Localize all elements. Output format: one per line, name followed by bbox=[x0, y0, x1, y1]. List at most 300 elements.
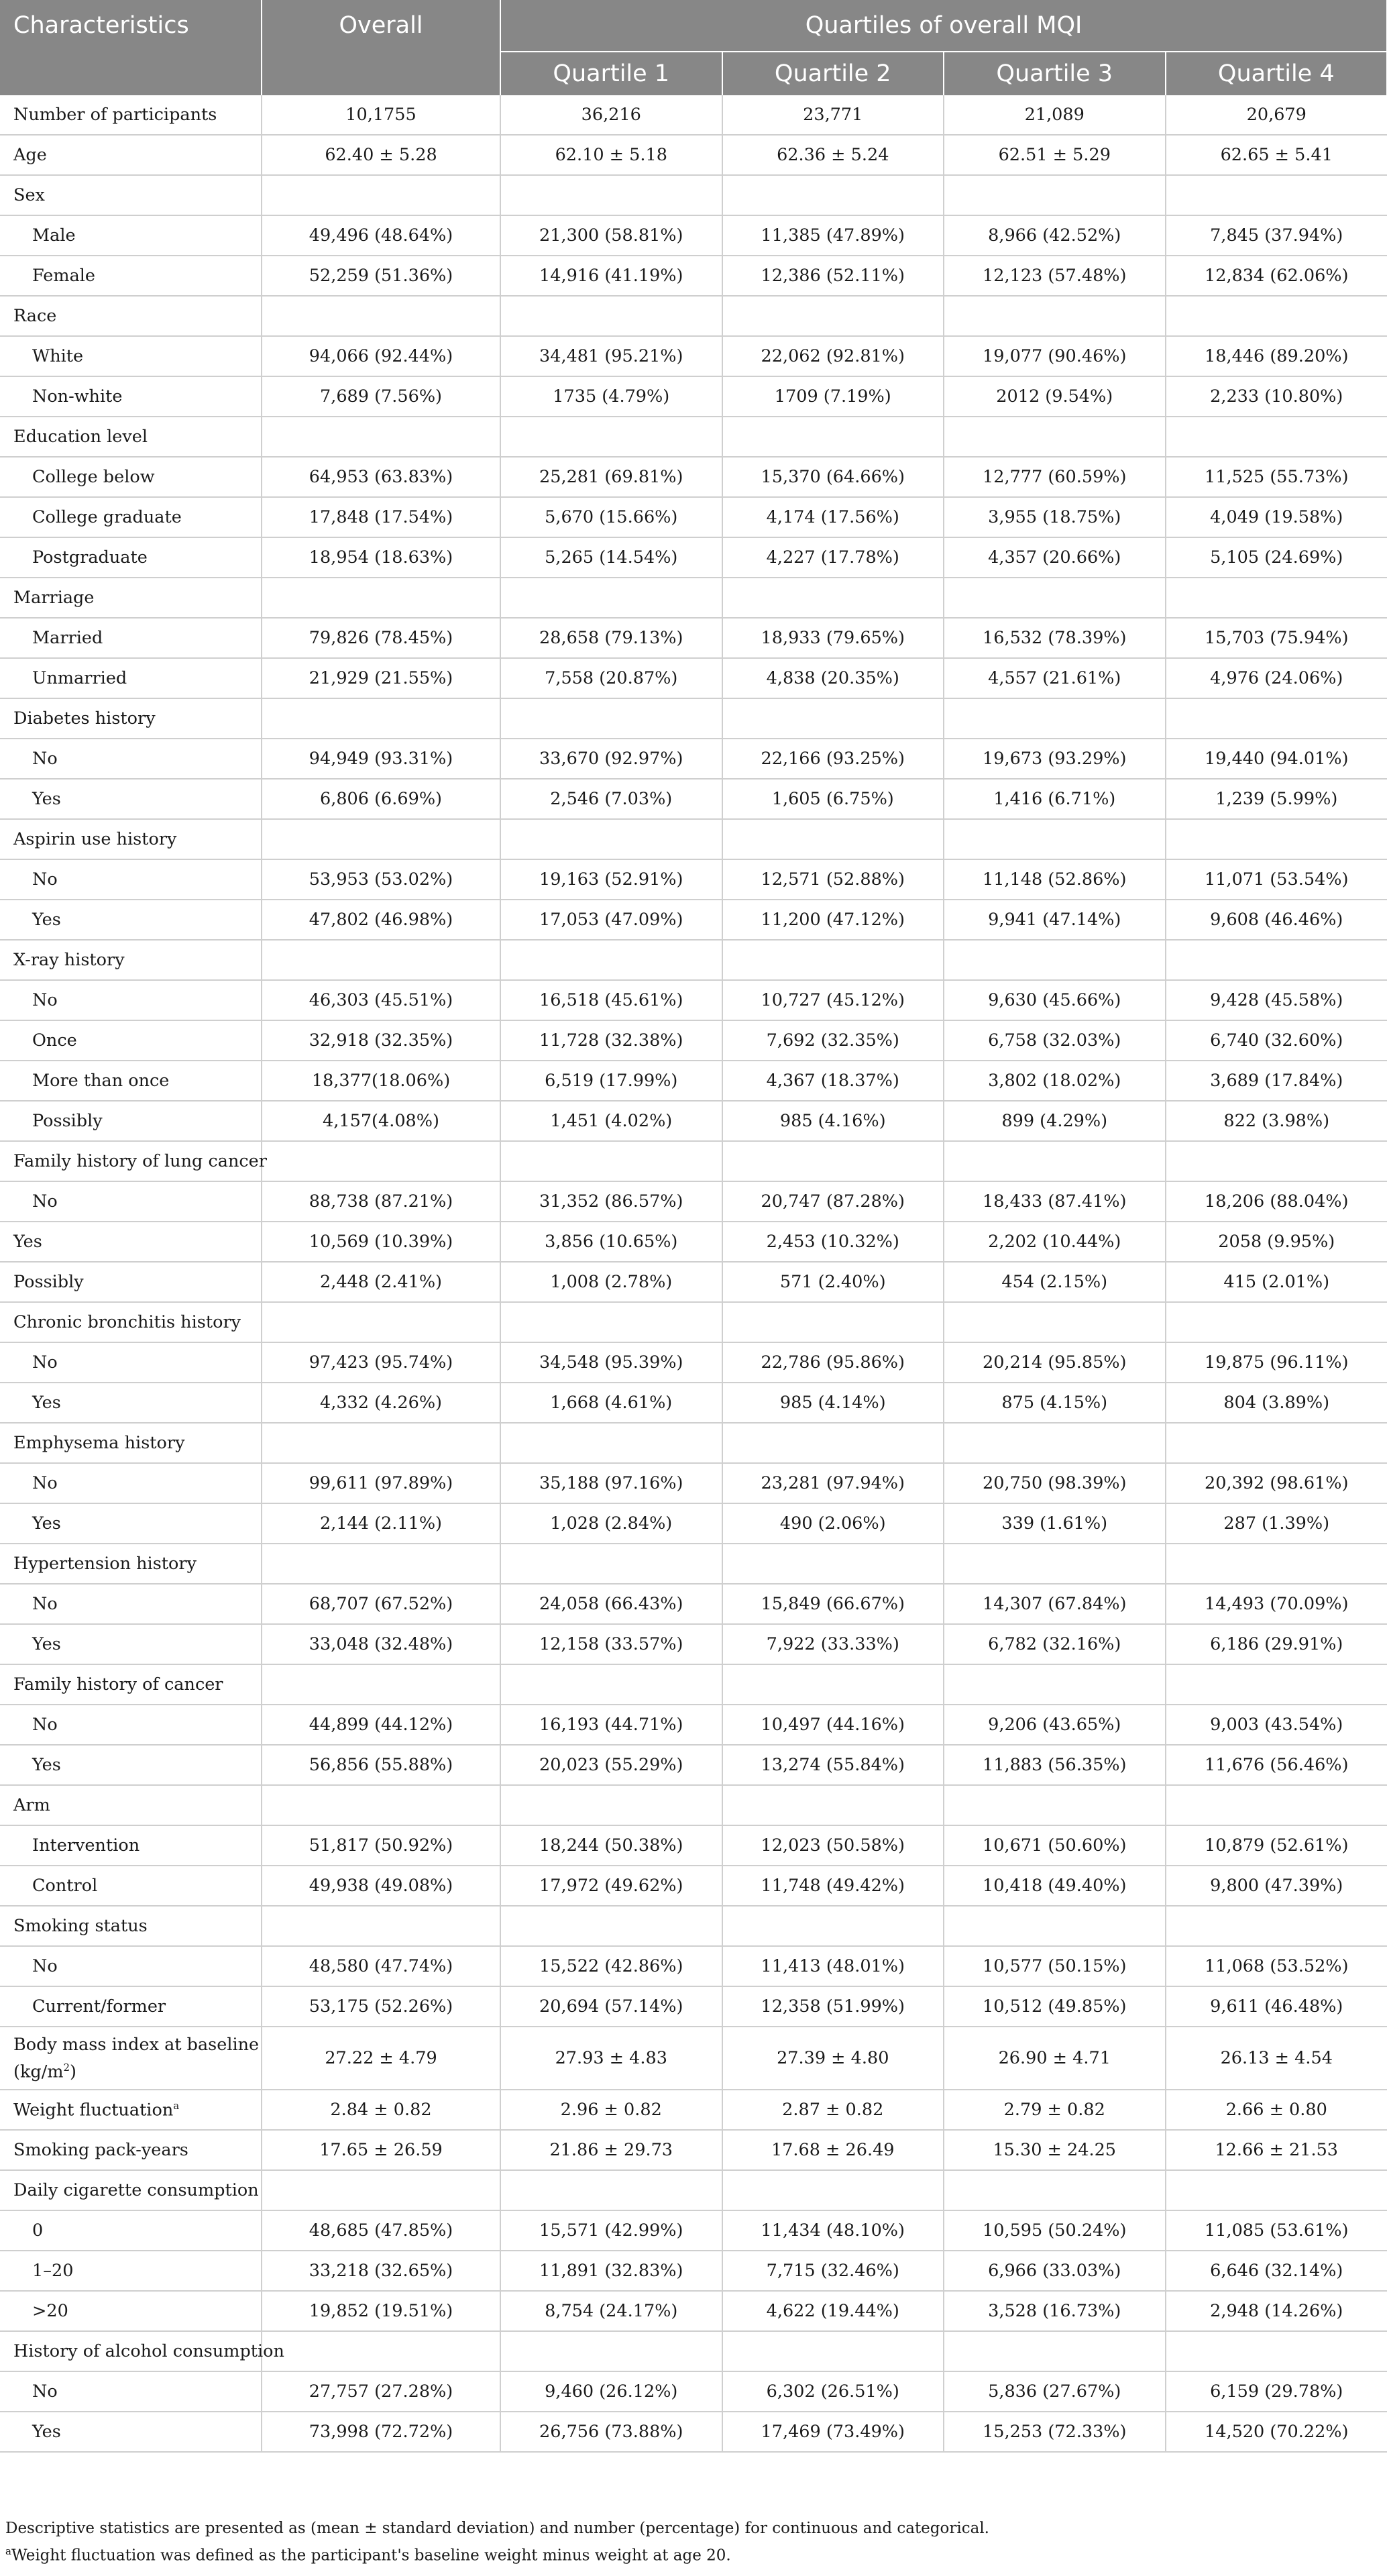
cell-overall bbox=[262, 1785, 500, 1825]
cell-quartile-4: 12,834 (62.06%) bbox=[1166, 256, 1387, 296]
cell-overall bbox=[262, 698, 500, 739]
cell-overall: 51,817 (50.92%) bbox=[262, 1825, 500, 1866]
table-row bbox=[0, 1222, 1387, 1262]
row-label-text: Chronic bronchitis history bbox=[13, 1312, 241, 1332]
cell-overall: 62.40 ± 5.28 bbox=[262, 135, 500, 175]
cell-quartile-2: 12,358 (51.99%) bbox=[722, 1986, 944, 2027]
table-row bbox=[0, 1866, 1387, 1906]
cell-quartile-3: 1,416 (6.71%) bbox=[944, 779, 1166, 819]
row-label bbox=[0, 1342, 262, 1383]
table-row bbox=[0, 2090, 1387, 2130]
cell-quartile-3: 4,357 (20.66%) bbox=[944, 537, 1166, 578]
cell-quartile-4: 6,186 (29.91%) bbox=[1166, 1624, 1387, 1664]
cell-quartile-2: 27.39 ± 4.80 bbox=[722, 2027, 944, 2090]
cell-quartile-1 bbox=[500, 578, 722, 618]
cell-overall: 7,689 (7.56%) bbox=[262, 376, 500, 417]
table-row bbox=[0, 2027, 1387, 2090]
table-row bbox=[0, 537, 1387, 578]
cell-quartile-3: 9,630 (45.66%) bbox=[944, 980, 1166, 1020]
row-label bbox=[0, 1020, 262, 1061]
header-quartile-4: Quartile 4 bbox=[1166, 52, 1387, 95]
row-label bbox=[0, 1825, 262, 1866]
row-label-text: No bbox=[32, 1715, 58, 1735]
cell-quartile-3: 6,966 (33.03%) bbox=[944, 2251, 1166, 2291]
cell-quartile-4: 12.66 ± 21.53 bbox=[1166, 2130, 1387, 2170]
row-label bbox=[0, 175, 262, 215]
table-row bbox=[0, 1181, 1387, 1222]
cell-quartile-2: 7,692 (32.35%) bbox=[722, 1020, 944, 1061]
cell-quartile-2: 62.36 ± 5.24 bbox=[722, 135, 944, 175]
cell-quartile-2: 490 (2.06%) bbox=[722, 1503, 944, 1544]
cell-quartile-2 bbox=[722, 578, 944, 618]
row-label bbox=[0, 1262, 262, 1302]
cell-quartile-1: 11,891 (32.83%) bbox=[500, 2251, 722, 2291]
cell-quartile-2: 18,933 (79.65%) bbox=[722, 618, 944, 658]
cell-quartile-1 bbox=[500, 1906, 722, 1946]
row-label bbox=[0, 1101, 262, 1141]
cell-quartile-3: 9,941 (47.14%) bbox=[944, 900, 1166, 940]
cell-quartile-1 bbox=[500, 296, 722, 336]
cell-quartile-2 bbox=[722, 1141, 944, 1181]
row-label bbox=[0, 698, 262, 739]
cell-overall: 10,1755 bbox=[262, 95, 500, 135]
cell-quartile-2 bbox=[722, 819, 944, 859]
row-label-text: More than once bbox=[32, 1071, 170, 1091]
cell-quartile-3 bbox=[944, 1785, 1166, 1825]
table-row bbox=[0, 1463, 1387, 1503]
cell-quartile-4: 62.65 ± 5.41 bbox=[1166, 135, 1387, 175]
row-label bbox=[0, 2090, 262, 2130]
row-label bbox=[0, 1624, 262, 1664]
table-row bbox=[0, 1262, 1387, 1302]
cell-quartile-1: 21,300 (58.81%) bbox=[500, 215, 722, 256]
table-row bbox=[0, 417, 1387, 457]
row-label-text: No bbox=[32, 990, 58, 1010]
row-label-text: No bbox=[32, 1594, 58, 1614]
cell-quartile-4: 4,049 (19.58%) bbox=[1166, 497, 1387, 537]
cell-quartile-1: 6,519 (17.99%) bbox=[500, 1061, 722, 1101]
cell-quartile-3: 20,750 (98.39%) bbox=[944, 1463, 1166, 1503]
cell-quartile-2: 10,727 (45.12%) bbox=[722, 980, 944, 1020]
cell-quartile-4 bbox=[1166, 1785, 1387, 1825]
row-label-text: Control bbox=[32, 1876, 98, 1896]
cell-quartile-3 bbox=[944, 819, 1166, 859]
cell-overall: 48,580 (47.74%) bbox=[262, 1946, 500, 1986]
cell-quartile-3: 8,966 (42.52%) bbox=[944, 215, 1166, 256]
table-row bbox=[0, 1141, 1387, 1181]
row-label bbox=[0, 739, 262, 779]
cell-quartile-3: 19,673 (93.29%) bbox=[944, 739, 1166, 779]
row-label-text: Yes bbox=[32, 2422, 61, 2442]
cell-overall: 21,929 (21.55%) bbox=[262, 658, 500, 698]
row-label bbox=[0, 1061, 262, 1101]
row-label bbox=[0, 2170, 262, 2210]
cell-quartile-4: 9,608 (46.46%) bbox=[1166, 900, 1387, 940]
cell-quartile-1: 21.86 ± 29.73 bbox=[500, 2130, 722, 2170]
cell-quartile-4 bbox=[1166, 1664, 1387, 1705]
cell-quartile-4 bbox=[1166, 1302, 1387, 1342]
cell-quartile-2: 7,715 (32.46%) bbox=[722, 2251, 944, 2291]
cell-quartile-3: 2.79 ± 0.82 bbox=[944, 2090, 1166, 2130]
cell-overall: 99,611 (97.89%) bbox=[262, 1463, 500, 1503]
cell-quartile-4: 3,689 (17.84%) bbox=[1166, 1061, 1387, 1101]
table-row bbox=[0, 2291, 1387, 2331]
cell-overall: 53,953 (53.02%) bbox=[262, 859, 500, 900]
row-label bbox=[0, 1946, 262, 1986]
cell-overall bbox=[262, 296, 500, 336]
cell-quartile-1: 11,728 (32.38%) bbox=[500, 1020, 722, 1061]
cell-overall bbox=[262, 2331, 500, 2371]
cell-quartile-2: 1,605 (6.75%) bbox=[722, 779, 944, 819]
cell-quartile-1: 14,916 (41.19%) bbox=[500, 256, 722, 296]
cell-quartile-1 bbox=[500, 940, 722, 980]
cell-quartile-3 bbox=[944, 578, 1166, 618]
cell-overall: 4,157(4.08%) bbox=[262, 1101, 500, 1141]
cell-overall: 19,852 (19.51%) bbox=[262, 2291, 500, 2331]
row-label-text: Age bbox=[13, 145, 47, 165]
cell-quartile-4: 11,085 (53.61%) bbox=[1166, 2210, 1387, 2251]
cell-quartile-3: 16,532 (78.39%) bbox=[944, 618, 1166, 658]
table-row bbox=[0, 900, 1387, 940]
table-row bbox=[0, 1503, 1387, 1544]
cell-quartile-1: 3,856 (10.65%) bbox=[500, 1222, 722, 1262]
cell-quartile-1: 8,754 (24.17%) bbox=[500, 2291, 722, 2331]
row-label-text: College graduate bbox=[32, 507, 182, 527]
row-label bbox=[0, 1584, 262, 1624]
unit-close: ) bbox=[70, 2061, 76, 2082]
cell-overall: 56,856 (55.88%) bbox=[262, 1745, 500, 1785]
cell-quartile-4: 2,948 (14.26%) bbox=[1166, 2291, 1387, 2331]
cell-quartile-1: 25,281 (69.81%) bbox=[500, 457, 722, 497]
cell-overall: 79,826 (78.45%) bbox=[262, 618, 500, 658]
cell-quartile-4 bbox=[1166, 175, 1387, 215]
table-row bbox=[0, 2170, 1387, 2210]
row-label-text: Arm bbox=[13, 1795, 50, 1815]
row-label bbox=[0, 1544, 262, 1584]
row-label bbox=[0, 1302, 262, 1342]
cell-quartile-4: 2058 (9.95%) bbox=[1166, 1222, 1387, 1262]
row-label bbox=[0, 1745, 262, 1785]
row-label bbox=[0, 1503, 262, 1544]
cell-quartile-4: 20,679 bbox=[1166, 95, 1387, 135]
header-overall: Overall bbox=[262, 0, 500, 95]
cell-quartile-3 bbox=[944, 698, 1166, 739]
table-row bbox=[0, 779, 1387, 819]
cell-quartile-4: 20,392 (98.61%) bbox=[1166, 1463, 1387, 1503]
row-label-text: Family history of lung cancer bbox=[13, 1151, 267, 1171]
header-quartile-group: Quartiles of overall MQI bbox=[500, 0, 1387, 52]
row-label-text: Male bbox=[32, 225, 76, 246]
cell-quartile-3 bbox=[944, 1544, 1166, 1584]
cell-quartile-3: 6,758 (32.03%) bbox=[944, 1020, 1166, 1061]
table-row bbox=[0, 1986, 1387, 2027]
cell-quartile-3: 15.30 ± 24.25 bbox=[944, 2130, 1166, 2170]
cell-quartile-2: 22,786 (95.86%) bbox=[722, 1342, 944, 1383]
cell-quartile-4 bbox=[1166, 296, 1387, 336]
cell-quartile-2: 22,166 (93.25%) bbox=[722, 739, 944, 779]
cell-quartile-3: 20,214 (95.85%) bbox=[944, 1342, 1166, 1383]
cell-quartile-4: 14,520 (70.22%) bbox=[1166, 2412, 1387, 2452]
cell-quartile-4: 11,676 (56.46%) bbox=[1166, 1745, 1387, 1785]
cell-overall: 10,569 (10.39%) bbox=[262, 1222, 500, 1262]
table-row bbox=[0, 1061, 1387, 1101]
row-label bbox=[0, 417, 262, 457]
cell-quartile-3: 15,253 (72.33%) bbox=[944, 2412, 1166, 2452]
cell-quartile-2: 985 (4.16%) bbox=[722, 1101, 944, 1141]
cell-overall bbox=[262, 819, 500, 859]
table-row bbox=[0, 1101, 1387, 1141]
cell-quartile-4: 15,703 (75.94%) bbox=[1166, 618, 1387, 658]
cell-quartile-4: 5,105 (24.69%) bbox=[1166, 537, 1387, 578]
cell-quartile-2: 1709 (7.19%) bbox=[722, 376, 944, 417]
cell-quartile-1: 16,518 (45.61%) bbox=[500, 980, 722, 1020]
cell-quartile-3: 10,671 (50.60%) bbox=[944, 1825, 1166, 1866]
cell-quartile-3: 454 (2.15%) bbox=[944, 1262, 1166, 1302]
unit-exponent: 2 bbox=[63, 2061, 70, 2074]
row-label-text: Diabetes history bbox=[13, 708, 156, 729]
cell-quartile-1 bbox=[500, 1141, 722, 1181]
cell-quartile-4: 2,233 (10.80%) bbox=[1166, 376, 1387, 417]
cell-quartile-1 bbox=[500, 819, 722, 859]
cell-quartile-4: 18,206 (88.04%) bbox=[1166, 1181, 1387, 1222]
cell-quartile-2: 17.68 ± 26.49 bbox=[722, 2130, 944, 2170]
cell-quartile-1: 16,193 (44.71%) bbox=[500, 1705, 722, 1745]
row-label bbox=[0, 2130, 262, 2170]
cell-quartile-2: 11,748 (49.42%) bbox=[722, 1866, 944, 1906]
table-row bbox=[0, 698, 1387, 739]
cell-quartile-4: 11,071 (53.54%) bbox=[1166, 859, 1387, 900]
cell-quartile-2: 12,571 (52.88%) bbox=[722, 859, 944, 900]
cell-quartile-3: 10,595 (50.24%) bbox=[944, 2210, 1166, 2251]
row-label bbox=[0, 2371, 262, 2412]
table-row bbox=[0, 1906, 1387, 1946]
footnote-marker: a bbox=[5, 2545, 11, 2557]
row-label-text: Yes bbox=[32, 1755, 61, 1775]
table-row bbox=[0, 739, 1387, 779]
row-label bbox=[0, 2291, 262, 2331]
cell-overall: 68,707 (67.52%) bbox=[262, 1584, 500, 1624]
cell-quartile-2 bbox=[722, 296, 944, 336]
cell-quartile-1: 15,522 (42.86%) bbox=[500, 1946, 722, 1986]
cell-overall: 48,685 (47.85%) bbox=[262, 2210, 500, 2251]
row-label bbox=[0, 819, 262, 859]
row-label-text: College below bbox=[32, 467, 155, 487]
table-row bbox=[0, 1020, 1387, 1061]
cell-quartile-1 bbox=[500, 417, 722, 457]
row-label bbox=[0, 2251, 262, 2291]
cell-quartile-1: 26,756 (73.88%) bbox=[500, 2412, 722, 2452]
cell-quartile-2: 571 (2.40%) bbox=[722, 1262, 944, 1302]
cell-quartile-1: 1,668 (4.61%) bbox=[500, 1383, 722, 1423]
table-row bbox=[0, 1946, 1387, 1986]
table-row bbox=[0, 658, 1387, 698]
cell-quartile-3: 4,557 (21.61%) bbox=[944, 658, 1166, 698]
cell-quartile-3: 14,307 (67.84%) bbox=[944, 1584, 1166, 1624]
row-label bbox=[0, 1785, 262, 1825]
row-label-text: Weight fluctuation bbox=[13, 2100, 174, 2121]
cell-quartile-3 bbox=[944, 175, 1166, 215]
cell-quartile-1: 33,670 (92.97%) bbox=[500, 739, 722, 779]
row-label-text: Marriage bbox=[13, 588, 95, 608]
row-label-text: Sex bbox=[13, 185, 45, 205]
cell-quartile-2: 4,174 (17.56%) bbox=[722, 497, 944, 537]
cell-overall: 17.65 ± 26.59 bbox=[262, 2130, 500, 2170]
row-label-text: Intervention bbox=[32, 1835, 140, 1856]
cell-quartile-4 bbox=[1166, 1141, 1387, 1181]
cell-quartile-1: 5,670 (15.66%) bbox=[500, 497, 722, 537]
row-label-text: Current/former bbox=[32, 1996, 166, 2017]
table-row bbox=[0, 256, 1387, 296]
cell-quartile-3 bbox=[944, 1302, 1166, 1342]
row-label-text: Married bbox=[32, 628, 103, 648]
cell-quartile-4 bbox=[1166, 1906, 1387, 1946]
cell-quartile-2: 2,453 (10.32%) bbox=[722, 1222, 944, 1262]
table-header bbox=[0, 0, 1387, 95]
row-label-text: Family history of cancer bbox=[13, 1674, 223, 1695]
cell-overall bbox=[262, 2170, 500, 2210]
cell-overall: 33,048 (32.48%) bbox=[262, 1624, 500, 1664]
row-label-text: Aspirin use history bbox=[13, 829, 177, 849]
row-label-text: Smoking status bbox=[13, 1916, 148, 1936]
row-label-text: Smoking pack-years bbox=[13, 2140, 188, 2160]
table-row bbox=[0, 457, 1387, 497]
cell-quartile-3: 2012 (9.54%) bbox=[944, 376, 1166, 417]
cell-quartile-1: 20,023 (55.29%) bbox=[500, 1745, 722, 1785]
cell-quartile-2: 12,023 (50.58%) bbox=[722, 1825, 944, 1866]
cell-quartile-4: 10,879 (52.61%) bbox=[1166, 1825, 1387, 1866]
cell-overall: 2.84 ± 0.82 bbox=[262, 2090, 500, 2130]
cell-overall: 49,938 (49.08%) bbox=[262, 1866, 500, 1906]
cell-quartile-2: 20,747 (87.28%) bbox=[722, 1181, 944, 1222]
row-label-text: History of alcohol consumption bbox=[13, 2341, 284, 2361]
row-label-text: Unmarried bbox=[32, 668, 127, 688]
cell-quartile-4 bbox=[1166, 2331, 1387, 2371]
cell-quartile-1: 18,244 (50.38%) bbox=[500, 1825, 722, 1866]
cell-quartile-4: 1,239 (5.99%) bbox=[1166, 779, 1387, 819]
cell-quartile-3 bbox=[944, 296, 1166, 336]
table-footnotes bbox=[0, 2517, 1387, 2567]
table-row bbox=[0, 1302, 1387, 1342]
cell-quartile-2: 15,370 (64.66%) bbox=[722, 457, 944, 497]
cell-quartile-1: 20,694 (57.14%) bbox=[500, 1986, 722, 2027]
row-label-text: Education level bbox=[13, 427, 148, 447]
row-label bbox=[0, 1866, 262, 1906]
row-label-unit bbox=[13, 2056, 261, 2084]
cell-quartile-1 bbox=[500, 2331, 722, 2371]
row-label bbox=[0, 1664, 262, 1705]
cell-quartile-3: 11,883 (56.35%) bbox=[944, 1745, 1166, 1785]
row-label bbox=[0, 2210, 262, 2251]
cell-overall: 18,954 (18.63%) bbox=[262, 537, 500, 578]
cell-quartile-4: 9,003 (43.54%) bbox=[1166, 1705, 1387, 1745]
cell-quartile-2 bbox=[722, 1906, 944, 1946]
row-label bbox=[0, 1141, 267, 1181]
row-label bbox=[0, 215, 262, 256]
row-label-text: Female bbox=[32, 266, 96, 286]
row-label bbox=[0, 2027, 262, 2090]
cell-quartile-3: 26.90 ± 4.71 bbox=[944, 2027, 1166, 2090]
cell-quartile-2: 985 (4.14%) bbox=[722, 1383, 944, 1423]
cell-quartile-2: 13,274 (55.84%) bbox=[722, 1745, 944, 1785]
cell-overall: 18,377(18.06%) bbox=[262, 1061, 500, 1101]
cell-quartile-3: 10,512 (49.85%) bbox=[944, 1986, 1166, 2027]
row-label-text: Once bbox=[32, 1030, 77, 1051]
row-label-text: Possibly bbox=[13, 1272, 84, 1292]
cell-quartile-4: 7,845 (37.94%) bbox=[1166, 215, 1387, 256]
cell-quartile-1: 7,558 (20.87%) bbox=[500, 658, 722, 698]
table-body bbox=[0, 95, 1387, 2452]
row-label bbox=[0, 940, 262, 980]
table-row bbox=[0, 1745, 1387, 1785]
cell-quartile-1: 36,216 bbox=[500, 95, 722, 135]
cell-overall: 32,918 (32.35%) bbox=[262, 1020, 500, 1061]
table-row bbox=[0, 296, 1387, 336]
cell-overall: 17,848 (17.54%) bbox=[262, 497, 500, 537]
table-row bbox=[0, 1423, 1387, 1463]
cell-quartile-2 bbox=[722, 940, 944, 980]
cell-quartile-4: 11,068 (53.52%) bbox=[1166, 1946, 1387, 1986]
row-label bbox=[0, 1383, 262, 1423]
table-row bbox=[0, 859, 1387, 900]
row-label bbox=[0, 980, 262, 1020]
cell-quartile-4 bbox=[1166, 698, 1387, 739]
cell-quartile-4: 822 (3.98%) bbox=[1166, 1101, 1387, 1141]
footnote-descriptive: Descriptive statistics are presented as (mean ± standard deviation) and number (percentage) for continuous and categorical. bbox=[5, 2520, 989, 2537]
cell-quartile-4 bbox=[1166, 819, 1387, 859]
row-label-text: Yes bbox=[13, 1232, 42, 1252]
cell-quartile-1: 2,546 (7.03%) bbox=[500, 779, 722, 819]
cell-quartile-3: 12,777 (60.59%) bbox=[944, 457, 1166, 497]
cell-overall bbox=[262, 1141, 500, 1181]
row-label-text: >20 bbox=[32, 2301, 68, 2321]
cell-quartile-3 bbox=[944, 1906, 1166, 1946]
cell-quartile-3: 10,577 (50.15%) bbox=[944, 1946, 1166, 1986]
table-row bbox=[0, 2210, 1387, 2251]
cell-quartile-3: 21,089 bbox=[944, 95, 1166, 135]
cell-quartile-1: 17,053 (47.09%) bbox=[500, 900, 722, 940]
table-row bbox=[0, 336, 1387, 376]
cell-quartile-2 bbox=[722, 698, 944, 739]
cell-quartile-1: 34,548 (95.39%) bbox=[500, 1342, 722, 1383]
cell-quartile-4 bbox=[1166, 1544, 1387, 1584]
table-row bbox=[0, 2412, 1387, 2452]
cell-overall bbox=[262, 417, 500, 457]
table-row bbox=[0, 618, 1387, 658]
cell-quartile-1: 31,352 (86.57%) bbox=[500, 1181, 722, 1222]
cell-quartile-3: 3,955 (18.75%) bbox=[944, 497, 1166, 537]
cell-quartile-2: 11,385 (47.89%) bbox=[722, 215, 944, 256]
row-label bbox=[0, 1222, 262, 1262]
cell-quartile-2: 11,413 (48.01%) bbox=[722, 1946, 944, 1986]
row-label-text: Yes bbox=[32, 789, 61, 809]
cell-quartile-3 bbox=[944, 1664, 1166, 1705]
cell-quartile-2: 2.87 ± 0.82 bbox=[722, 2090, 944, 2130]
cell-quartile-4 bbox=[1166, 2170, 1387, 2210]
row-label-text: Hypertension history bbox=[13, 1554, 197, 1574]
row-label bbox=[0, 1423, 262, 1463]
cell-quartile-1 bbox=[500, 1423, 722, 1463]
cell-overall bbox=[262, 1664, 500, 1705]
cell-quartile-4 bbox=[1166, 940, 1387, 980]
cell-overall: 94,949 (93.31%) bbox=[262, 739, 500, 779]
cell-overall: 47,802 (46.98%) bbox=[262, 900, 500, 940]
cell-overall: 46,303 (45.51%) bbox=[262, 980, 500, 1020]
row-label bbox=[0, 1181, 262, 1222]
cell-quartile-3: 3,802 (18.02%) bbox=[944, 1061, 1166, 1101]
cell-quartile-1: 24,058 (66.43%) bbox=[500, 1584, 722, 1624]
table-row bbox=[0, 819, 1387, 859]
row-label-text: Non-white bbox=[32, 386, 123, 407]
